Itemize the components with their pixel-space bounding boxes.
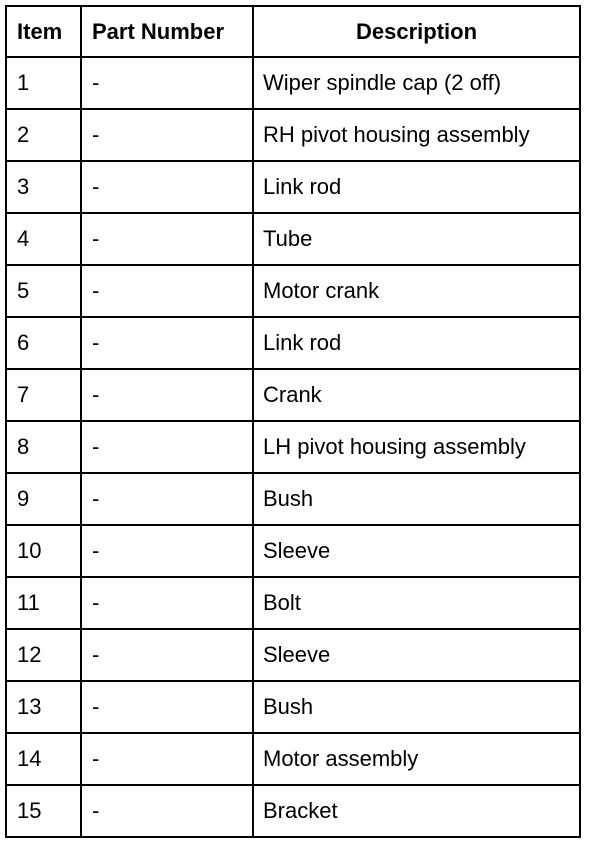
table-row <box>6 525 580 577</box>
cell-description: Sleeve <box>253 525 580 577</box>
table-row <box>6 629 580 681</box>
cell-description: Motor assembly <box>253 733 580 785</box>
header-item: Item <box>6 6 81 57</box>
cell-item: 8 <box>6 421 81 473</box>
cell-description: Link rod <box>253 317 580 369</box>
cell-item: 14 <box>6 733 81 785</box>
cell-part-number: - <box>81 681 253 733</box>
cell-item: 5 <box>6 265 81 317</box>
cell-part-number: - <box>81 629 253 681</box>
cell-item: 9 <box>6 473 81 525</box>
cell-description: LH pivot housing assembly <box>253 421 580 473</box>
cell-description: Motor crank <box>253 265 580 317</box>
table-row <box>6 57 580 109</box>
table-row <box>6 421 580 473</box>
cell-part-number: - <box>81 577 253 629</box>
cell-part-number: - <box>81 473 253 525</box>
cell-description: Bracket <box>253 785 580 837</box>
table-row <box>6 681 580 733</box>
table-row <box>6 369 580 421</box>
table-row <box>6 265 580 317</box>
cell-part-number: - <box>81 265 253 317</box>
cell-part-number: - <box>81 213 253 265</box>
cell-item: 2 <box>6 109 81 161</box>
header-description: Description <box>253 6 580 57</box>
header-row <box>6 6 580 57</box>
cell-part-number: - <box>81 161 253 213</box>
cell-description: Link rod <box>253 161 580 213</box>
table-row <box>6 733 580 785</box>
cell-description: Sleeve <box>253 629 580 681</box>
parts-table-body <box>6 57 580 837</box>
table-row <box>6 577 580 629</box>
table-row <box>6 161 580 213</box>
parts-table <box>5 5 581 838</box>
cell-description: RH pivot housing assembly <box>253 109 580 161</box>
table-row <box>6 109 580 161</box>
cell-part-number: - <box>81 369 253 421</box>
cell-item: 13 <box>6 681 81 733</box>
table-row <box>6 213 580 265</box>
table-row <box>6 473 580 525</box>
table-row <box>6 317 580 369</box>
cell-description: Bush <box>253 681 580 733</box>
table-row <box>6 785 580 837</box>
cell-item: 4 <box>6 213 81 265</box>
cell-item: 12 <box>6 629 81 681</box>
parts-table-header <box>6 6 580 57</box>
cell-part-number: - <box>81 317 253 369</box>
cell-description: Wiper spindle cap (2 off) <box>253 57 580 109</box>
cell-part-number: - <box>81 525 253 577</box>
cell-description: Bolt <box>253 577 580 629</box>
cell-part-number: - <box>81 785 253 837</box>
cell-part-number: - <box>81 57 253 109</box>
cell-item: 6 <box>6 317 81 369</box>
cell-description: Bush <box>253 473 580 525</box>
cell-item: 10 <box>6 525 81 577</box>
cell-part-number: - <box>81 733 253 785</box>
cell-item: 11 <box>6 577 81 629</box>
cell-item: 15 <box>6 785 81 837</box>
cell-item: 3 <box>6 161 81 213</box>
cell-item: 1 <box>6 57 81 109</box>
cell-item: 7 <box>6 369 81 421</box>
cell-description: Tube <box>253 213 580 265</box>
cell-part-number: - <box>81 421 253 473</box>
cell-part-number: - <box>81 109 253 161</box>
header-part-number: Part Number <box>81 6 253 57</box>
cell-description: Crank <box>253 369 580 421</box>
